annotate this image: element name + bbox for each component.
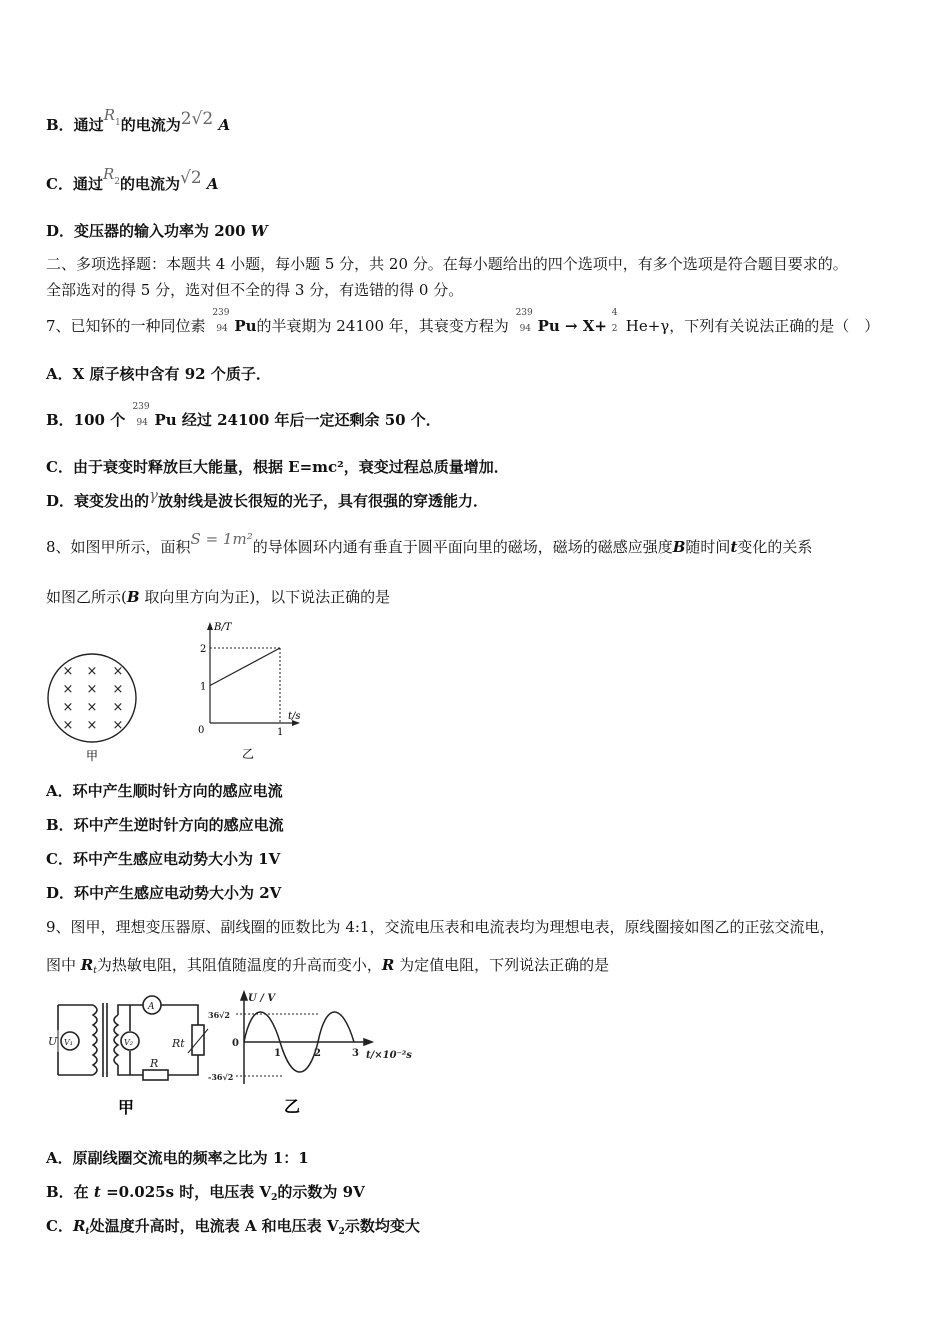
wave-origin: 0 [232, 1038, 239, 1049]
section2-line1: 二、多项选择题：本题共 4 小题，每小题 5 分，共 20 分。在每小题给出的四个选项中，有多个选项是符合题目要求的。 [46, 255, 848, 273]
svg-text:×: × [112, 682, 124, 697]
svg-text:×: × [86, 664, 98, 679]
y-axis-label: B/T [214, 622, 232, 633]
q9-figure-circuit [48, 995, 213, 1120]
q6-option-c: C．通过$R^2$的电流为√2 A [46, 165, 219, 193]
x-axis-label: t/s [288, 711, 301, 722]
q8-option-b: B．环中产生逆时针方向的感应电流 [46, 816, 284, 834]
wave-ymin: -36√2 [208, 1072, 234, 1082]
q7-option-a: A．X 原子核中含有 92 个质子． [46, 365, 271, 383]
q8-option-a: A．环中产生顺时针方向的感应电流 [46, 782, 283, 800]
label-v1: V₁ [64, 1038, 73, 1047]
q7-helium: 4 2 [611, 308, 618, 334]
q9-figure-waveform [208, 988, 433, 1118]
figure-label-yi-2: 乙 [283, 1097, 301, 1116]
figure-label-yi: 乙 [241, 747, 255, 761]
wave-xtick-2: 2 [314, 1048, 321, 1059]
q7-option-c: C．由于衰变时释放巨大能量，根据 E=mc²，衰变过程总质量增加． [46, 458, 509, 476]
svg-text:×: × [112, 664, 124, 679]
q8-figure-bt-graph [196, 618, 316, 766]
primary-coil [93, 1005, 97, 1075]
q8-stem-line2: 如图乙所示(B 取向里方向为正)，以下说法正确的是 [46, 588, 391, 606]
wave-y-arrow [241, 992, 247, 1000]
q7-isotope-1: 239 94 [212, 308, 230, 334]
label-r: R [150, 1057, 159, 1070]
wave-y-label: U / V [248, 993, 276, 1004]
origin-label: 0 [198, 725, 205, 736]
thermistor-slash [188, 1029, 208, 1053]
q8-figure-ring [44, 650, 144, 765]
resistor-r [143, 1070, 168, 1080]
q9-option-c: C．$R_t$处温度升高时，电流表 A 和电压表 $V_2$示数均变大 [46, 1217, 420, 1237]
svg-text:×: × [112, 700, 124, 715]
wave-x-arrow [364, 1039, 372, 1045]
svg-text:×: × [86, 682, 98, 697]
q8-option-c: C．环中产生感应电动势大小为 1V [46, 850, 281, 868]
label-v2: V₂ [124, 1038, 133, 1047]
q7-option-d: D．衰变发出的γ放射线是波长很短的光子，具有很强的穿透能力． [46, 486, 488, 510]
figure-label-jia-2: 甲 [117, 1098, 135, 1117]
label-u: U [48, 1035, 58, 1048]
wave-x-label: t/×10⁻²s [366, 1050, 412, 1061]
svg-text:×: × [86, 700, 98, 715]
q8-option-d: D．环中产生感应电动势大小为 2V [46, 884, 282, 902]
q9-stem-line2: 图中 $R_t$为热敏电阻，其阻值随温度的升高而变小，R 为定值电阻，下列说法正确的是 [46, 956, 610, 976]
y-tick-2: 2 [200, 644, 207, 655]
q8-stem-line1: 8、如图甲所示，面积S = 1m²的导体圆环内通有垂直于圆平面向里的磁场，磁场的磁感应强度B随时间t变化的关系 [46, 530, 813, 556]
q6-option-d: D．变压器的输入功率为 200 W [46, 222, 268, 240]
svg-text:×: × [86, 718, 98, 733]
wave-xtick-1: 1 [274, 1048, 281, 1059]
q9-stem-line1: 9、图甲，理想变压器原、副线圈的匝数比为 4:1，交流电压表和电流表均为理想电表，原线圈接如图乙的正弦交流电， [46, 918, 835, 936]
q7-stem: 7、已知钚的一种同位素 239 94 Pu的半衰期为 24100 年，其衰变方程为 239 94 Pu → X+ 4 2 He+γ，下列有关说法正确的是（ ） [46, 308, 880, 335]
wave-xtick-3: 3 [352, 1048, 359, 1059]
svg-text:×: × [62, 682, 74, 697]
thermistor-rt [192, 1025, 204, 1055]
svg-text:×: × [62, 700, 74, 715]
q6-option-b: B．通过$R^1$的电流为2√2 A [46, 106, 231, 134]
field-crosses [63, 664, 124, 733]
q7-isotope-2: 239 94 [515, 308, 533, 334]
series-line [210, 648, 280, 686]
label-rt: Rt [172, 1037, 185, 1050]
q7-isotope-3: 239 94 [132, 402, 150, 428]
figure-label-jia: 甲 [85, 749, 99, 763]
q9-option-a: A．原副线圈交流电的频率之比为 1：1 [46, 1149, 309, 1167]
y-tick-1: 1 [200, 681, 207, 693]
secondary-coil [114, 1015, 118, 1065]
wave-ymax: 36√2 [208, 1010, 230, 1020]
y-axis-arrow [207, 622, 213, 630]
q9-option-b: B．在 t =0.025s 时，电压表 $V_2$的示数为 9V [46, 1183, 365, 1203]
svg-text:×: × [62, 718, 74, 733]
q7-option-b: B．100 个 239 94 Pu 经过 24100 年后一定还剩余 50 个． [46, 402, 441, 429]
svg-text:×: × [112, 718, 124, 733]
svg-text:×: × [62, 664, 74, 679]
section2-line2: 全部选对的得 5 分，选对但不全的得 3 分，有选错的得 0 分。 [46, 281, 464, 299]
label-a: A [148, 1002, 155, 1012]
x-tick-1: 1 [277, 727, 284, 738]
